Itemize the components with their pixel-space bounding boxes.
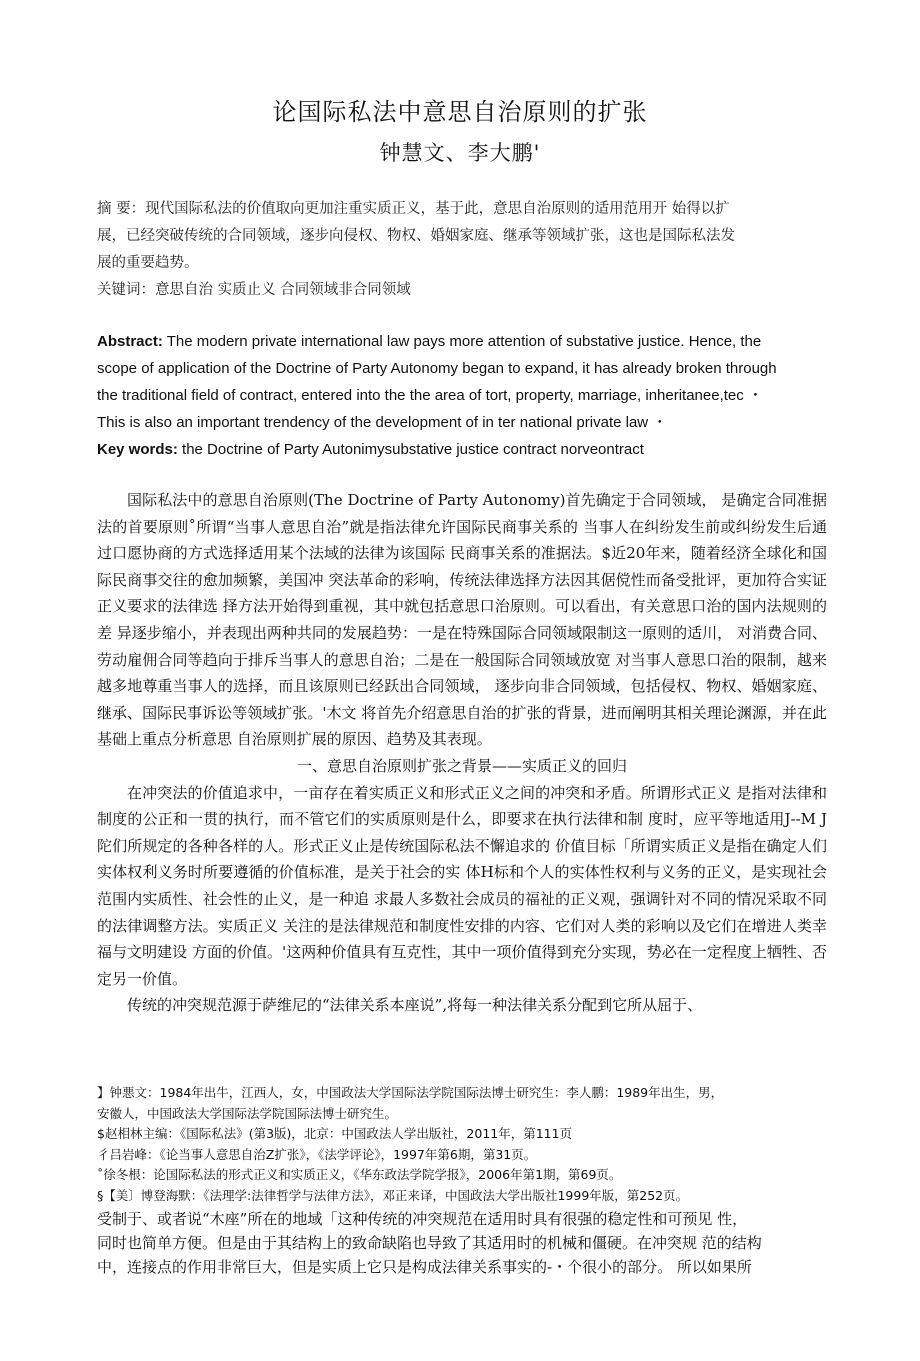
en-keywords-text: the Doctrine of Party Autonimysubstative justice contract norveontract	[177, 441, 644, 458]
body-paragraph: 国际私法中的意思自治原则(The Doctrine of Party Autonomy)首先确定于合同领域， 是确定合同准据法的首要原则˚所谓“当事人意思自治”就是指法律允许国际民商事关系的 当事人在纠纷发生前或纠纷发生后通过口愿协商的方式选择适用某个法域的法律为该国际 民商事关系的准据法。$近20年来，随着经济全球化和国际民商事交往的愈加频繁，美国冲 突法革命的彩响，传统法律选择方法因其倨傥性而备受批评，更加符合实证正义要求的法律选 择方法开始得到重视，其中就包括意思口治原则。可以看出，有关意思口治的国内法规则的差 异逐步缩小，并表现出两种共同的发展趋势：一是在特殊国际合同领域限制这一原则的适川， 对消费合同、劳动雇佣合同等趋向于排斥当事人的意思自治；二是在一般国际合同领域放宽 对当事人意思口治的限制，越来越多地尊重当事人的选择，而且该原则已经跃出合同领域， 逐步向非合同领域，包括侵权、物权、婚姻家庭、继承、国际民事诉讼等领域扩张。'木文 将首先介绍意思自治的扩张的背景，进而阐明其相关理论渊源，并在此基础上重点分析意思 自治原则扩展的原因、趋势及其表现。	[97, 491, 827, 749]
footnote: 】钟悪文：1984年出牛，江西人，女，中国政法大学国际法学院国际法博士研究生：李人鹏：1989年出生，男，	[97, 1085, 724, 1100]
cn-abstract-line: 展，已经突破传统的合同领域，逐步向侵权、物权、婚姻家庭、继承等领域扩张，这也是国际私法发	[97, 228, 735, 244]
english-abstract	[97, 328, 832, 463]
continued-line: 同时也简单方便。但是由于其结构上的致命缺陷也导致了其适用时的机械和僵硬。在冲突规 范的结构	[97, 1234, 762, 1252]
en-abstract-line: This is also an important trendency of the development of in ter national private law ・	[97, 414, 668, 431]
footnotes	[97, 1083, 827, 1206]
body-paragraph: 在冲突法的价值追求中，一亩存在着实质正义和形式正义之间的冲突和矛盾。所谓形式正义 是指对法律和制度的公正和一贯的执行，而不管它们的实质原则是什么，即要求在执行法律和制 度时，应平等地适用J--M J陀们所规定的各种各样的人。形式正义止是传统国际私法不懈追求的 价值目标「所谓实质正义是指在确定人们实体权利义务时所要遵循的价值标准，是关于社会的实 体H标和个人的实体性权利与义务的正义，是实现社会范围内实质性、社会性的止义，是一种追 求最人多数社会成员的福祉的正义观，强调针对不同的情况采取不同的法律调整方法。实质正义 关注的是法律规范和制度性安排的内容、它们对人类的彩响以及它们在增进人类幸福与文明建设 方面的价值。'这两种价值具有互克性，其中一项价值得到充分实现，势必在一定程度上牺牲、否 定另一价值。	[97, 783, 827, 988]
en-abstract-line	[97, 328, 832, 355]
cn-abstract-line: 展的重要趋势。	[97, 255, 199, 271]
footnote: $赵相林主编：《国际私法》(第3版)，北京：中国政法人学出版社，2011年，第111页	[97, 1126, 573, 1141]
continued-line: 中，连接点的作用非常巨大，但是实质上它只是构成法律关系事实的-・个很小的部分。 所以如果所	[97, 1258, 752, 1276]
footnote: 安徽人，中国政法大学国际法学院国际法博士研究生。	[97, 1105, 398, 1121]
en-abstract-line: the traditional field of contract, entered into the the area of tort, property, marriage, inheritanee,tec ・	[97, 387, 763, 404]
section-heading: 一、意思自治原则扩张之背景——实质正义的回归	[296, 756, 627, 775]
body-text	[97, 487, 827, 1019]
body-paragraph: 传统的冲突规范源于萨维尼的“法律关系本座说”,将每一种法律关系分配到它所从屈于、	[127, 996, 703, 1015]
continued-line: 受制于、或者说“木座”所在的地域「这种传统的冲突规范在适用时具有很强的稳定性和可预见 性，	[97, 1210, 748, 1228]
footnote: §【美〕博登海默：《法理学:法律哲学与法律方法》，邓正来译，中国政法大学出版社1999年版，第252页。	[97, 1187, 689, 1203]
en-abstract-line: scope of application of the Doctrine of Party Autonomy began to expand, it has already broken through	[97, 360, 777, 377]
paper-authors: 钟慧文、李大鹏'	[379, 141, 541, 165]
footnote: 彳吕岩峰：《论当事人意思自治Z扩张》，《法学评论》，1997年第6期，第31页。	[97, 1146, 537, 1162]
paper-title: 论国际私法中意思自治原则的扩张	[272, 98, 648, 126]
abstract-label: Abstract:	[97, 333, 163, 350]
chinese-abstract	[97, 196, 824, 304]
cn-keywords: 关键词：意思自治 实质止义 合同领域非合同领域	[97, 282, 411, 298]
en-abstract-text: The modern private international law pays more attention of substative justice. Hence, the	[162, 333, 762, 350]
en-keywords	[97, 436, 832, 463]
keywords-label: Key words:	[97, 441, 178, 458]
footnote: ˚徐冬根：论国际私法的形式正义和实质正义，《华东政法学院学报》，2006年第1期，第69页。	[97, 1167, 622, 1182]
cn-abstract-line: 摘 要：现代国际私法的价值取向更加注重实质正义，基于此，意思自治原则的适用范用开 始得以扩	[97, 201, 730, 217]
continued-text	[97, 1207, 827, 1279]
